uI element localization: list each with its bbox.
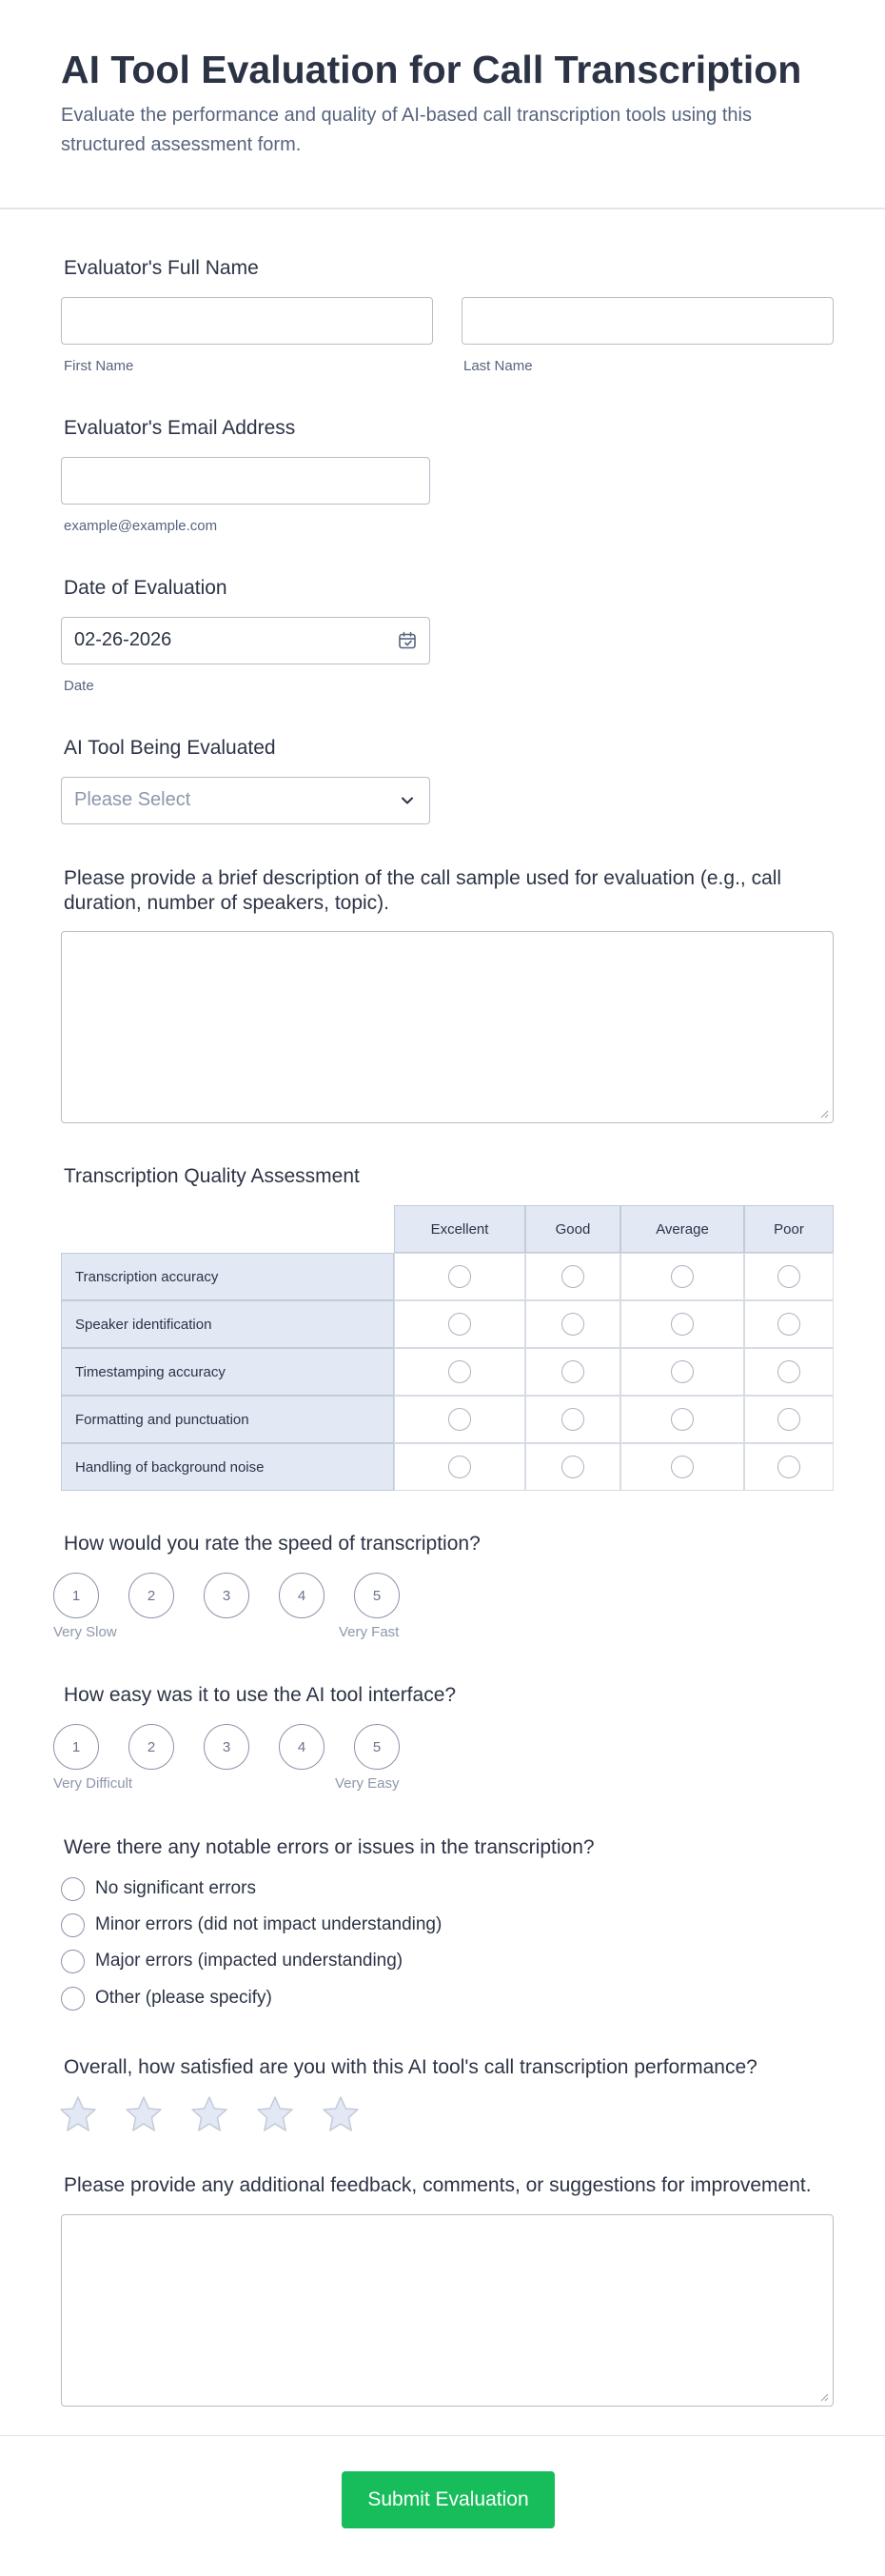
matrix-cell (525, 1300, 620, 1348)
scale-max-caption: Very Fast (339, 1624, 400, 1640)
matrix-row-label: Timestamping accuracy (61, 1348, 394, 1396)
matrix-cell (620, 1396, 744, 1443)
date-sublabel: Date (64, 678, 94, 694)
matrix-radio[interactable] (777, 1456, 800, 1478)
error-option-label: Major errors (impacted understanding) (95, 1951, 403, 1971)
page-title: AI Tool Evaluation for Call Transcription (61, 48, 802, 91)
ease-scale (53, 1724, 434, 1800)
matrix-radio[interactable] (777, 1360, 800, 1383)
tool-selected-value: Please Select (74, 789, 191, 810)
calendar-icon[interactable] (397, 630, 418, 651)
full-name-label: Evaluator's Full Name (64, 257, 259, 279)
tool-select[interactable] (61, 777, 430, 824)
error-option-radio[interactable] (61, 1877, 85, 1901)
date-value: 02-26-2026 (74, 629, 172, 650)
matrix-radio[interactable] (671, 1265, 694, 1288)
matrix-radio[interactable] (671, 1456, 694, 1478)
error-option-label: Other (please specify) (95, 1988, 272, 2008)
matrix-radio[interactable] (448, 1360, 471, 1383)
scale-min-caption: Very Slow (53, 1624, 117, 1640)
error-option-radio[interactable] (61, 1950, 85, 1973)
scale-max-caption: Very Easy (335, 1775, 400, 1792)
scale-option-3[interactable]: 3 (204, 1724, 249, 1770)
quality-matrix (61, 1205, 834, 1491)
matrix-cell (744, 1443, 834, 1491)
star-icon[interactable] (256, 2095, 294, 2133)
matrix-cell (394, 1348, 525, 1396)
error-option-radio[interactable] (61, 1913, 85, 1937)
last-name-sublabel: Last Name (463, 358, 533, 374)
resize-grip-icon[interactable] (819, 1109, 829, 1119)
page-subtitle: Evaluate the performance and quality of AI-based call transcription tools using this structured assessment form. (61, 105, 752, 155)
scale-option-2[interactable]: 2 (128, 1573, 174, 1618)
matrix-cell (394, 1253, 525, 1300)
matrix-cell (525, 1348, 620, 1396)
matrix-cell (394, 1396, 525, 1443)
last-name-input[interactable] (462, 297, 834, 345)
tool-label: AI Tool Being Evaluated (64, 737, 276, 759)
matrix-radio[interactable] (448, 1456, 471, 1478)
matrix-radio[interactable] (777, 1265, 800, 1288)
matrix-column-header: Excellent (394, 1205, 525, 1253)
error-option[interactable] (61, 1947, 403, 1975)
resize-grip-icon[interactable] (819, 2392, 829, 2402)
date-input[interactable] (61, 617, 430, 664)
error-option-label: Minor errors (did not impact understanding) (95, 1914, 442, 1934)
scale-option-3[interactable]: 3 (204, 1573, 249, 1618)
scale-option-1[interactable]: 1 (53, 1724, 99, 1770)
matrix-radio[interactable] (448, 1408, 471, 1431)
star-icon[interactable] (125, 2095, 163, 2133)
scale-option-5[interactable]: 5 (354, 1573, 400, 1618)
matrix-radio[interactable] (448, 1313, 471, 1336)
matrix-cell (744, 1300, 834, 1348)
matrix-cell (744, 1396, 834, 1443)
error-option[interactable] (61, 1874, 256, 1903)
matrix-column-header: Poor (744, 1205, 834, 1253)
matrix-cell (525, 1443, 620, 1491)
error-option[interactable] (61, 1984, 272, 2012)
email-sublabel: example@example.com (64, 518, 218, 534)
satisfaction-label: Overall, how satisfied are you with this AI tool's call transcription performance? (64, 2056, 757, 2078)
matrix-radio[interactable] (561, 1408, 584, 1431)
feedback-label: Please provide any additional feedback, comments, or suggestions for improvement. (64, 2174, 812, 2196)
error-option[interactable] (61, 1911, 442, 1939)
scale-option-4[interactable]: 4 (279, 1724, 324, 1770)
matrix-row-label: Transcription accuracy (61, 1253, 394, 1300)
header-divider (0, 208, 885, 209)
matrix-column-header: Average (620, 1205, 744, 1253)
matrix-radio[interactable] (671, 1313, 694, 1336)
matrix-radio[interactable] (671, 1408, 694, 1431)
speed-label: How would you rate the speed of transcription? (64, 1533, 481, 1555)
matrix-cell (394, 1300, 525, 1348)
speed-scale (53, 1573, 434, 1649)
description-textarea[interactable] (61, 931, 834, 1123)
matrix-radio[interactable] (561, 1360, 584, 1383)
star-icon[interactable] (190, 2095, 228, 2133)
star-icon[interactable] (322, 2095, 360, 2133)
chevron-down-icon (397, 790, 418, 811)
matrix-column-header: Good (525, 1205, 620, 1253)
matrix-cell (620, 1253, 744, 1300)
description-label: Please provide a brief description of the call sample used for evaluation (e.g., call duration, number of speakers, topic). (64, 867, 782, 914)
matrix-row-label: Handling of background noise (61, 1443, 394, 1491)
matrix-radio[interactable] (777, 1313, 800, 1336)
star-icon[interactable] (59, 2095, 97, 2133)
matrix-cell (525, 1396, 620, 1443)
matrix-radio[interactable] (448, 1265, 471, 1288)
scale-option-5[interactable]: 5 (354, 1724, 400, 1770)
matrix-cell (620, 1348, 744, 1396)
first-name-input[interactable] (61, 297, 433, 345)
star-rating (59, 2095, 383, 2137)
matrix-radio[interactable] (671, 1360, 694, 1383)
matrix-cell (620, 1300, 744, 1348)
scale-min-caption: Very Difficult (53, 1775, 133, 1792)
email-label: Evaluator's Email Address (64, 417, 296, 439)
matrix-row-label: Formatting and punctuation (61, 1396, 394, 1443)
date-label: Date of Evaluation (64, 577, 227, 599)
errors-label: Were there any notable errors or issues in the transcription? (64, 1836, 595, 1858)
footer-divider (0, 2435, 885, 2436)
matrix-cell (525, 1253, 620, 1300)
scale-option-2[interactable]: 2 (128, 1724, 174, 1770)
matrix-cell (744, 1348, 834, 1396)
matrix-radio[interactable] (561, 1456, 584, 1478)
error-option-radio[interactable] (61, 1987, 85, 2011)
ease-label: How easy was it to use the AI tool interface? (64, 1684, 457, 1706)
scale-option-1[interactable]: 1 (53, 1573, 99, 1618)
submit-button[interactable]: Submit Evaluation (342, 2471, 555, 2528)
first-name-sublabel: First Name (64, 358, 134, 374)
matrix-radio[interactable] (561, 1265, 584, 1288)
matrix-cell (620, 1443, 744, 1491)
matrix-radio[interactable] (561, 1313, 584, 1336)
feedback-textarea[interactable] (61, 2214, 834, 2407)
matrix-cell (394, 1443, 525, 1491)
matrix-radio[interactable] (777, 1408, 800, 1431)
scale-option-4[interactable]: 4 (279, 1573, 324, 1618)
matrix-row-label: Speaker identification (61, 1300, 394, 1348)
email-input[interactable] (61, 457, 430, 505)
error-option-label: No significant errors (95, 1878, 256, 1898)
matrix-cell (744, 1253, 834, 1300)
matrix-label: Transcription Quality Assessment (64, 1165, 360, 1187)
